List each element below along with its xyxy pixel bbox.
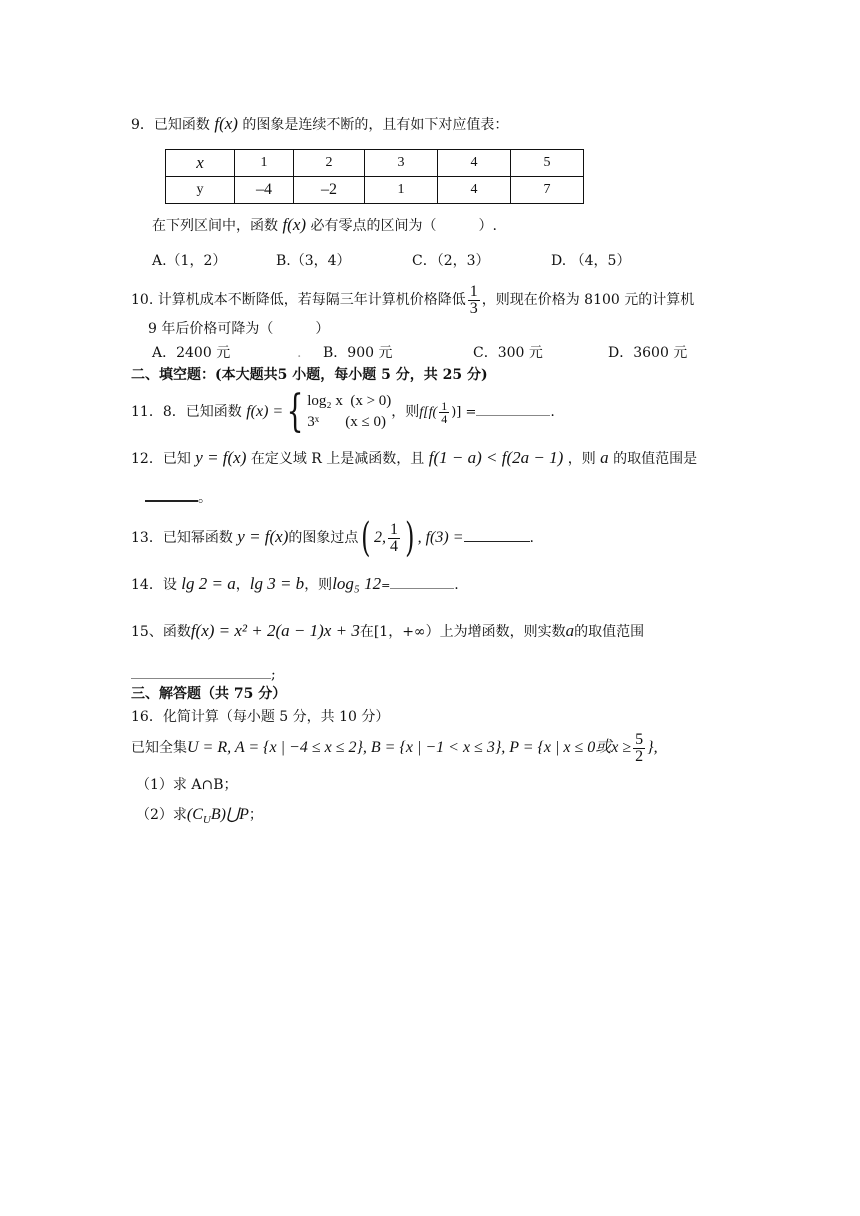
q10-stem-text: 计算机成本不断降低，若每隔三年计算机价格降低 bbox=[157, 292, 466, 308]
q14-eq: = bbox=[381, 579, 391, 592]
q10-dot: . bbox=[297, 345, 302, 361]
q12-expr1: y = f(x) bbox=[195, 448, 247, 467]
q11-number: 11．8．已知函数 bbox=[131, 404, 242, 420]
q16-part2-expr-b: B)⋃P bbox=[210, 806, 249, 823]
q9-stem-text2: 的图象是连续不断的，且有如下对应值表： bbox=[242, 117, 509, 133]
q16-title: 16．化简计算（每小题 5 分，共 10 分） bbox=[131, 709, 390, 725]
frac-numerator: 1 bbox=[469, 282, 478, 300]
q9-number: 9． bbox=[131, 117, 154, 133]
q11-case1-cond: (x > 0) bbox=[350, 393, 392, 409]
q13-ask: , f(3) = bbox=[417, 529, 464, 546]
q16-sets: U = R, A = {x | −4 ≤ x ≤ 2}, B = {x | −1 < x ≤ 3}, P = {x | x ≤ 0或x ≥ bbox=[187, 739, 632, 756]
section-3-heading: 三、解答题（共 75 分） bbox=[131, 686, 287, 702]
q11-tail: ，则 bbox=[391, 404, 420, 420]
frac-denominator: 4 bbox=[441, 411, 448, 426]
q12 bbox=[131, 448, 697, 469]
q13-expr: y = f(x) bbox=[237, 527, 289, 546]
q9-stem-text: 已知函数 bbox=[153, 117, 210, 133]
q15-mid: 在[1，+∞）上为增函数，则实数 bbox=[359, 624, 566, 640]
table-cell: 1 bbox=[235, 150, 294, 177]
q10-option-b: B．900 元 bbox=[323, 345, 393, 361]
q13-fraction bbox=[388, 522, 400, 555]
q13-pt-a: 2, bbox=[374, 529, 386, 546]
q10-stem-text2: ，则现在价格为 8100 元的计算机 bbox=[481, 292, 695, 308]
table-row bbox=[166, 177, 584, 204]
q13-answer-blank bbox=[464, 527, 530, 542]
section-2-heading: 二、填空题：(本大题共5 小题，每小题 5 分，共 25 分) bbox=[131, 367, 488, 383]
q9-func: f(x) bbox=[214, 114, 238, 133]
q14-mid: ，则 bbox=[304, 577, 333, 593]
q11-end: . bbox=[550, 404, 555, 420]
q16-given-text: 已知全集 bbox=[131, 740, 187, 756]
q16-given bbox=[131, 728, 658, 768]
q11 bbox=[131, 387, 555, 437]
q16-sets-end: }, bbox=[647, 739, 658, 756]
table-cell: 2 bbox=[294, 150, 365, 177]
q15-var: a bbox=[565, 621, 575, 640]
frac-denominator: 3 bbox=[469, 299, 478, 317]
q11-ask: f[f( bbox=[419, 405, 438, 420]
q16-fraction bbox=[633, 732, 645, 765]
q13-end: . bbox=[529, 530, 534, 546]
q10-option-a: A．2400 元 bbox=[152, 345, 231, 361]
q16-part2-expr-a: (C bbox=[186, 806, 203, 823]
q9-line2 bbox=[152, 215, 497, 236]
table-cell: 3 bbox=[365, 150, 438, 177]
q16-part1: （1）求 A∩B； bbox=[136, 777, 238, 793]
frac-denominator: 4 bbox=[390, 537, 398, 555]
q10-line2: 9 年后价格可降为（ ） bbox=[148, 321, 330, 337]
q11-answer-blank bbox=[476, 401, 550, 416]
q10-fraction bbox=[468, 284, 480, 317]
q9-func2: f(x) bbox=[282, 215, 307, 234]
table-cell: 1 bbox=[365, 177, 438, 204]
q12-number: 12．已知 bbox=[131, 451, 191, 467]
q15-number: 15、函数 bbox=[131, 624, 191, 640]
q13-mid: 的图象过点 bbox=[288, 530, 359, 546]
paren-close-icon: ) bbox=[405, 515, 415, 561]
q11-cases bbox=[307, 391, 391, 433]
q12-expr2: f(1 − a) < f(2a − 1) bbox=[428, 448, 564, 467]
q9-option-d: D. （4，5） bbox=[551, 253, 631, 269]
q9-line2a: 在下列区间中，函数 bbox=[152, 218, 278, 234]
q12-tail: 的取值范围是 bbox=[613, 451, 698, 467]
q11-case2-cond: (x ≤ 0) bbox=[345, 414, 387, 430]
q15-expr: f(x) = x² + 2(a − 1)x + 3 bbox=[190, 621, 360, 640]
q15-answer-blank bbox=[131, 664, 271, 679]
q15 bbox=[131, 621, 644, 642]
q11-case2-expr: 3ˣ bbox=[307, 414, 320, 430]
q14-number: 14．设 bbox=[131, 577, 177, 593]
q12-end: 。 bbox=[198, 490, 212, 506]
q14-end: . bbox=[454, 577, 459, 593]
q16-part2-label: （2）求 bbox=[136, 807, 187, 823]
table-cell: 4 bbox=[438, 177, 511, 204]
table-row bbox=[166, 150, 584, 177]
q11-case1-expr: log₂ x bbox=[307, 393, 343, 409]
q14 bbox=[131, 574, 459, 596]
table-cell: y bbox=[166, 177, 235, 204]
q14-answer-blank bbox=[390, 574, 454, 589]
q9-option-b: B.（3，4） bbox=[276, 253, 351, 269]
q12-var: a bbox=[600, 448, 609, 467]
q10-stem bbox=[131, 280, 694, 320]
q11-ask-end: )] = bbox=[451, 405, 477, 420]
frac-numerator: 5 bbox=[635, 730, 644, 748]
table-cell: –2 bbox=[294, 177, 365, 204]
table-cell: x bbox=[166, 150, 235, 177]
q14-e2: lg 3 = b bbox=[249, 574, 305, 593]
paren-open-icon: ( bbox=[361, 515, 371, 561]
table-cell: –4 bbox=[235, 177, 294, 204]
table-cell: 5 bbox=[511, 150, 584, 177]
q9-option-c: C．（2，3） bbox=[412, 253, 490, 269]
q9-line2b: 必有零点的区间为（ ）. bbox=[310, 218, 497, 234]
frac-denominator: 2 bbox=[635, 747, 644, 765]
value-table bbox=[165, 149, 584, 204]
q13 bbox=[131, 515, 534, 559]
q15-answer bbox=[131, 664, 276, 685]
q11-case2 bbox=[307, 412, 391, 433]
q10-option-c: C．300 元 bbox=[473, 345, 543, 361]
q11-fraction bbox=[439, 400, 449, 425]
q14-sep: ， bbox=[235, 577, 250, 593]
q11-lhs: f(x) = bbox=[246, 403, 284, 420]
q13-number: 13．已知幂函数 bbox=[131, 530, 233, 546]
q10-option-d: D．3600 元 bbox=[608, 345, 688, 361]
q9-option-a: A.（1，2） bbox=[152, 253, 227, 269]
q12-mid2: ，则 bbox=[567, 451, 596, 467]
q12-answer bbox=[145, 486, 212, 508]
q9-stem bbox=[131, 114, 508, 135]
q12-answer-blank bbox=[145, 486, 198, 502]
frac-numerator: 1 bbox=[441, 398, 448, 413]
q16-part2-end: ； bbox=[248, 807, 263, 823]
q15-tail: 的取值范围 bbox=[574, 624, 645, 640]
frac-numerator: 1 bbox=[390, 520, 398, 538]
table-cell: 4 bbox=[438, 150, 511, 177]
brace-icon: { bbox=[286, 386, 304, 437]
q10-number: 10. bbox=[131, 292, 154, 308]
q14-e1: lg 2 = a bbox=[181, 574, 236, 593]
q14-e3: log₅ 12 bbox=[332, 574, 382, 593]
q16-part2-sub: U bbox=[202, 813, 211, 826]
table-cell: 7 bbox=[511, 177, 584, 204]
q15-end: ; bbox=[271, 667, 276, 683]
q11-case1 bbox=[307, 391, 391, 412]
q16-part2 bbox=[136, 805, 263, 830]
q12-mid: 在定义域 R 上是减函数，且 bbox=[250, 451, 425, 467]
